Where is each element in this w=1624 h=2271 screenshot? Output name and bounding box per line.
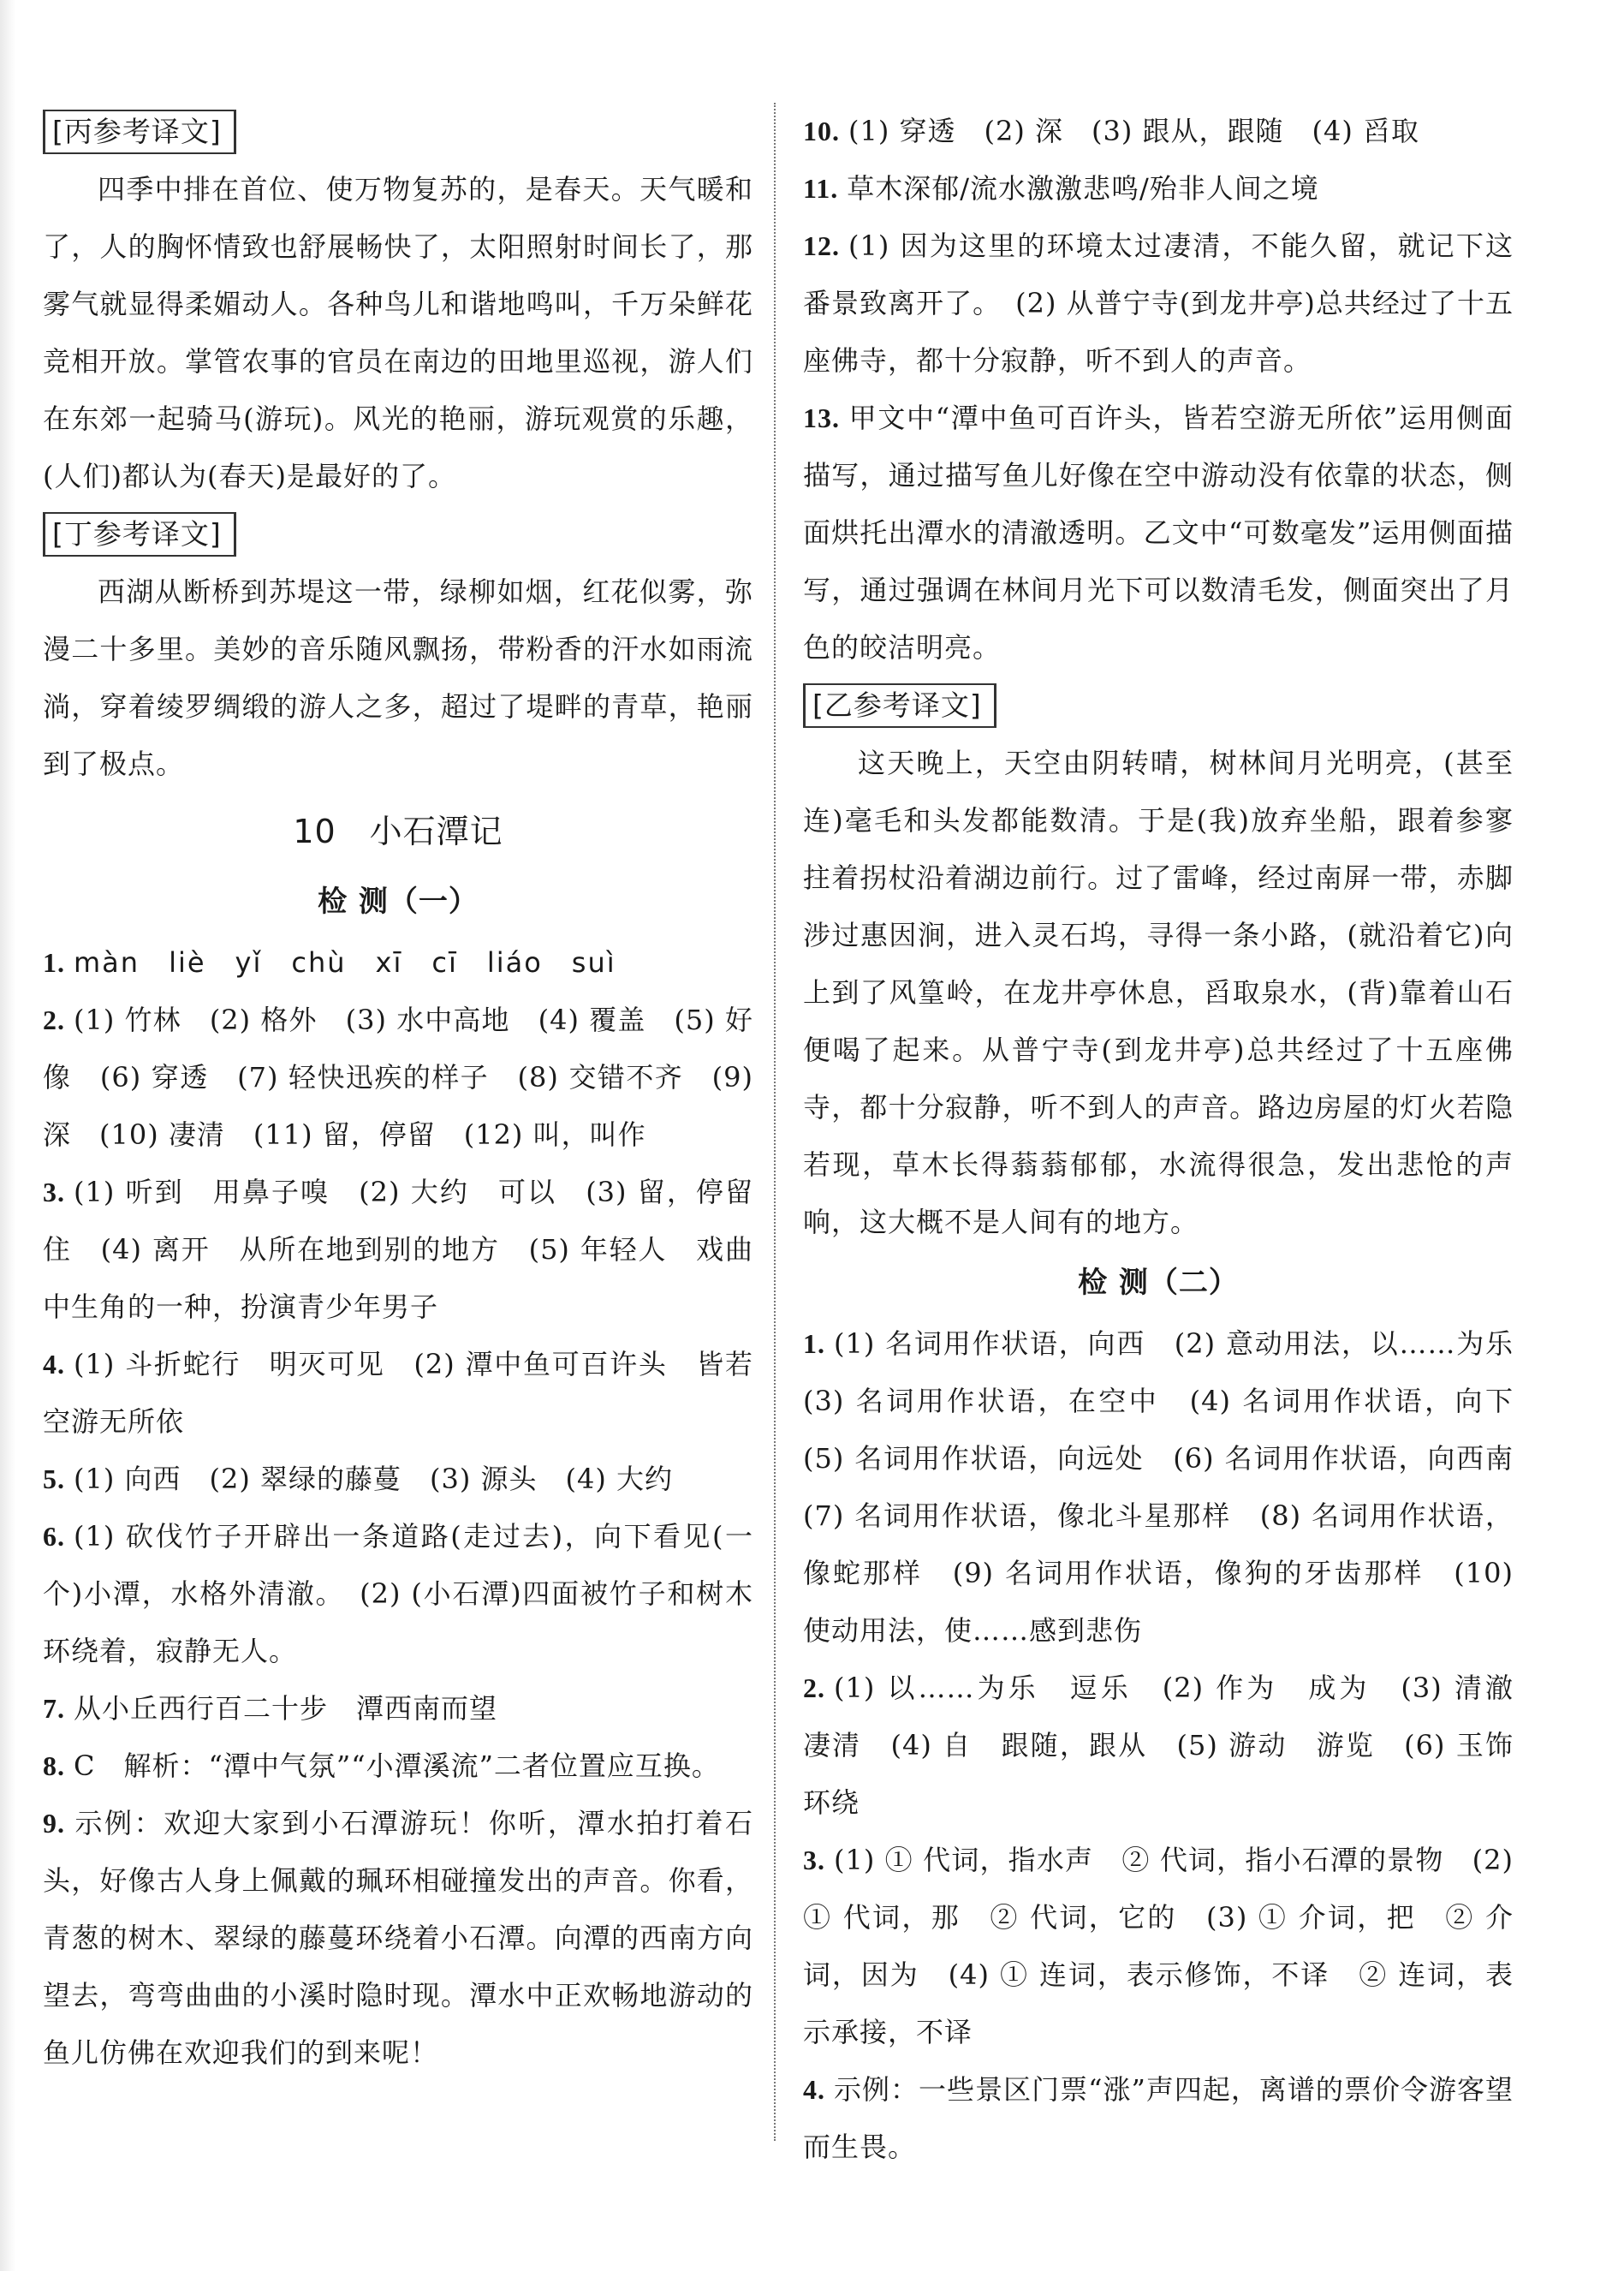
item-number: 4. — [43, 1349, 65, 1380]
answer-item — [43, 1336, 753, 1451]
item-number: 5. — [43, 1463, 65, 1494]
answer-item — [803, 2061, 1514, 2176]
item-text: (1) 以……为乐 逗乐 (2) 作为 成为 (3) 清澈 凄清 (4) 自 跟随，跟从 (5) 游动 游览 (6) 玉饰 环绕 — [803, 1672, 1543, 1819]
answer-item — [803, 1832, 1514, 2061]
item-number: 3. — [43, 1177, 65, 1207]
page-edge-shadow — [0, 0, 15, 2271]
yi-translation-tag: [乙参考译文] — [803, 683, 996, 728]
item-text: (1) 竹林 (2) 格外 (3) 水中高地 (4) 覆盖 (5) 好像 (6) 穿透 (7) 轻快迅疾的样子 (8) 交错不齐 (9) 深 (10) 凄清 (11) 留，停留 (12) 叫，叫作 — [43, 1004, 753, 1151]
item-number: 1. — [43, 947, 65, 978]
item-text: (1) 名词用作状语，向西 (2) 意动用法，以……为乐 (3) 名词用作状语，在空中 (4) 名词用作状语，向下 (5) 名词用作状语，向远处 (6) 名词用作状语，向西南 (7) 名词用作状语，像北斗星那样 (8) 名词用作状语，像蛇那样 (9) 名词用作状语，像狗的牙齿那样 (10) 使动用法，使……感到悲伤 — [803, 1327, 1543, 1647]
item-text: 草木深郁/流水激激悲鸣/殆非人间之境 — [847, 172, 1319, 205]
answer-item — [43, 1508, 753, 1680]
item-text: 示例：一些景区门票“涨”声四起，离谱的票价令游客望而生畏。 — [803, 2073, 1514, 2163]
answer-item — [803, 218, 1514, 390]
section-title-test-2: 检 测（二） — [1078, 1266, 1239, 1300]
item-number: 11. — [803, 173, 839, 204]
item-number: 7. — [43, 1693, 65, 1724]
item-text: (1) ① 代词，指水声 ② 代词，指小石潭的景物 (2) ① 代词，那 ② 代词，它的 (3) ① 介词，把 ② 介词，因为 (4) ① 连词，表示修饰，不译 ② 连词，表示承接，不译 — [803, 1844, 1514, 2048]
item-number: 12. — [803, 230, 840, 261]
item-text: (1) 斗折蛇行 明灭可见 (2) 潭中鱼可百许头 皆若空游无所依 — [43, 1348, 753, 1438]
item-number: 13. — [803, 402, 840, 433]
item-number: 2. — [803, 1672, 825, 1703]
item-text: (1) 向西 (2) 翠绿的藤蔓 (3) 源头 (4) 大约 — [74, 1463, 674, 1495]
answer-item — [43, 1451, 753, 1508]
ding-translation-tag: [丁参考译文] — [43, 512, 236, 557]
answer-item — [43, 1164, 782, 1336]
answer-item — [43, 934, 753, 992]
bing-translation-tag: [丙参考译文] — [43, 110, 236, 154]
answer-item — [43, 1738, 753, 1795]
item-text: (1) 听到 用鼻子嗅 (2) 大约 可以 (3) 留，停留 住 (4) 离开 从所在地到别的地方 (5) 年轻人 戏曲中生角的一种，扮演青少年男子 — [43, 1176, 782, 1323]
answer-item — [43, 1680, 753, 1738]
item-text: 从小丘西行百二十步 潭西南而望 — [74, 1692, 498, 1725]
item-text: (1) 因为这里的环境太过凄清，不能久留，就记下这番景致离开了。 (2) 从普宁寺(到龙井亭)总共经过了十五座佛寺，都十分寂静，听不到人的声音。 — [803, 229, 1514, 377]
item-text: 示例：欢迎大家到小石潭游玩！你听，潭水拍打着石头，好像古人身上佩戴的珮环相碰撞发出的声音。你看，青葱的树木、翠绿的藤蔓环绕着小石潭。向潭的西南方向望去，弯弯曲曲的小溪时隐时现。潭水中正欢畅地游动的鱼儿仿佛在欢迎我们的到来呢！ — [43, 1807, 753, 2069]
item-number: 8. — [43, 1750, 65, 1781]
yi-translation-block — [803, 677, 1514, 1251]
bing-translation-block — [43, 103, 753, 505]
item-number: 2. — [43, 1004, 65, 1035]
answer-item — [43, 1795, 753, 2082]
item-text: (1) 砍伐竹子开辟出一条道路(走过去)，向下看见(一个)小潭，水格外清澈。 (2) (小石潭)四面被竹子和树木环绕着，寂静无人。 — [43, 1520, 753, 1667]
item-text: C 解析：“潭中气氛”“小潭溪流”二者位置应互换。 — [74, 1749, 720, 1782]
right-column — [803, 103, 1543, 2176]
yi-translation-text: 这天晚上，天空由阴转晴，树林间月光明亮，(甚至连)毫毛和头发都能数清。于是(我)放弃坐船，跟着参寥拄着拐杖沿着湖边前行。过了雷峰，经过南屏一带，赤脚涉过惠因涧，进入灵石坞，寻得一条小路，(就沿着它)向上到了风篁岭，在龙井亭休息，舀取泉水，(背)靠着山石便喝了起来。从普宁寺(到龙井亭)总共经过了十五座佛寺，都十分寂静，听不到人的声音。路边房屋的灯火若隐若现，草木长得蓊蓊郁郁，水流得很急，发出悲怆的声响，这大概不是人间有的地方。 — [803, 747, 1514, 1238]
item-number: 10. — [803, 116, 840, 146]
bing-translation-text: 四季中排在首位、使万物复苏的，是春天。天气暖和了，人的胸怀情致也舒展畅快了，太阳照射时间长了，那雾气就显得柔媚动人。各种鸟儿和谐地鸣叫，千万朵鲜花竞相开放。掌管农事的官员在南边的田地里巡视，游人们在东郊一起骑马(游玩)。风光的艳丽，游玩观赏的乐趣，(人们)都认为(春天)是最好的了。 — [43, 173, 753, 492]
ding-translation-text: 西湖从断桥到苏堤这一带，绿柳如烟，红花似雾，弥漫二十多里。美妙的音乐随风飘扬，带粉香的汗水如雨流淌，穿着绫罗绸缎的游人之多，超过了堤畔的青草，艳丽到了极点。 — [43, 575, 753, 780]
answer-item — [43, 992, 753, 1164]
ding-translation-block — [43, 505, 753, 793]
item-text: (1) 穿透 (2) 深 (3) 跟从，跟随 (4) 舀取 — [848, 115, 1420, 147]
item-number: 1. — [803, 1328, 825, 1359]
item-number: 6. — [43, 1521, 65, 1552]
item-text: 甲文中“潭中鱼可百许头，皆若空游无所依”运用侧面描写，通过描写鱼儿好像在空中游动没有依靠的状态，侧面烘托出潭水的清澈透明。乙文中“可数毫发”运用侧面描写，通过强调在林间月光下可以数清毛发，侧面突出了月色的皎洁明亮。 — [803, 402, 1514, 664]
answer-item — [803, 390, 1514, 677]
answer-item — [803, 1315, 1543, 1660]
item-number: 3. — [803, 1845, 825, 1875]
section-title-test-1: 检 测（一） — [318, 885, 479, 919]
answer-item — [803, 1660, 1543, 1832]
left-column — [43, 103, 782, 2082]
lesson-title: 10 小石潭记 — [293, 813, 503, 850]
column-divider — [774, 103, 776, 2141]
item-number: 9. — [43, 1808, 65, 1839]
answer-item — [803, 103, 1514, 160]
item-text: màn liè yǐ chù xī cī liáo suì — [74, 946, 616, 979]
answer-item — [803, 160, 1514, 218]
item-number: 4. — [803, 2074, 825, 2105]
